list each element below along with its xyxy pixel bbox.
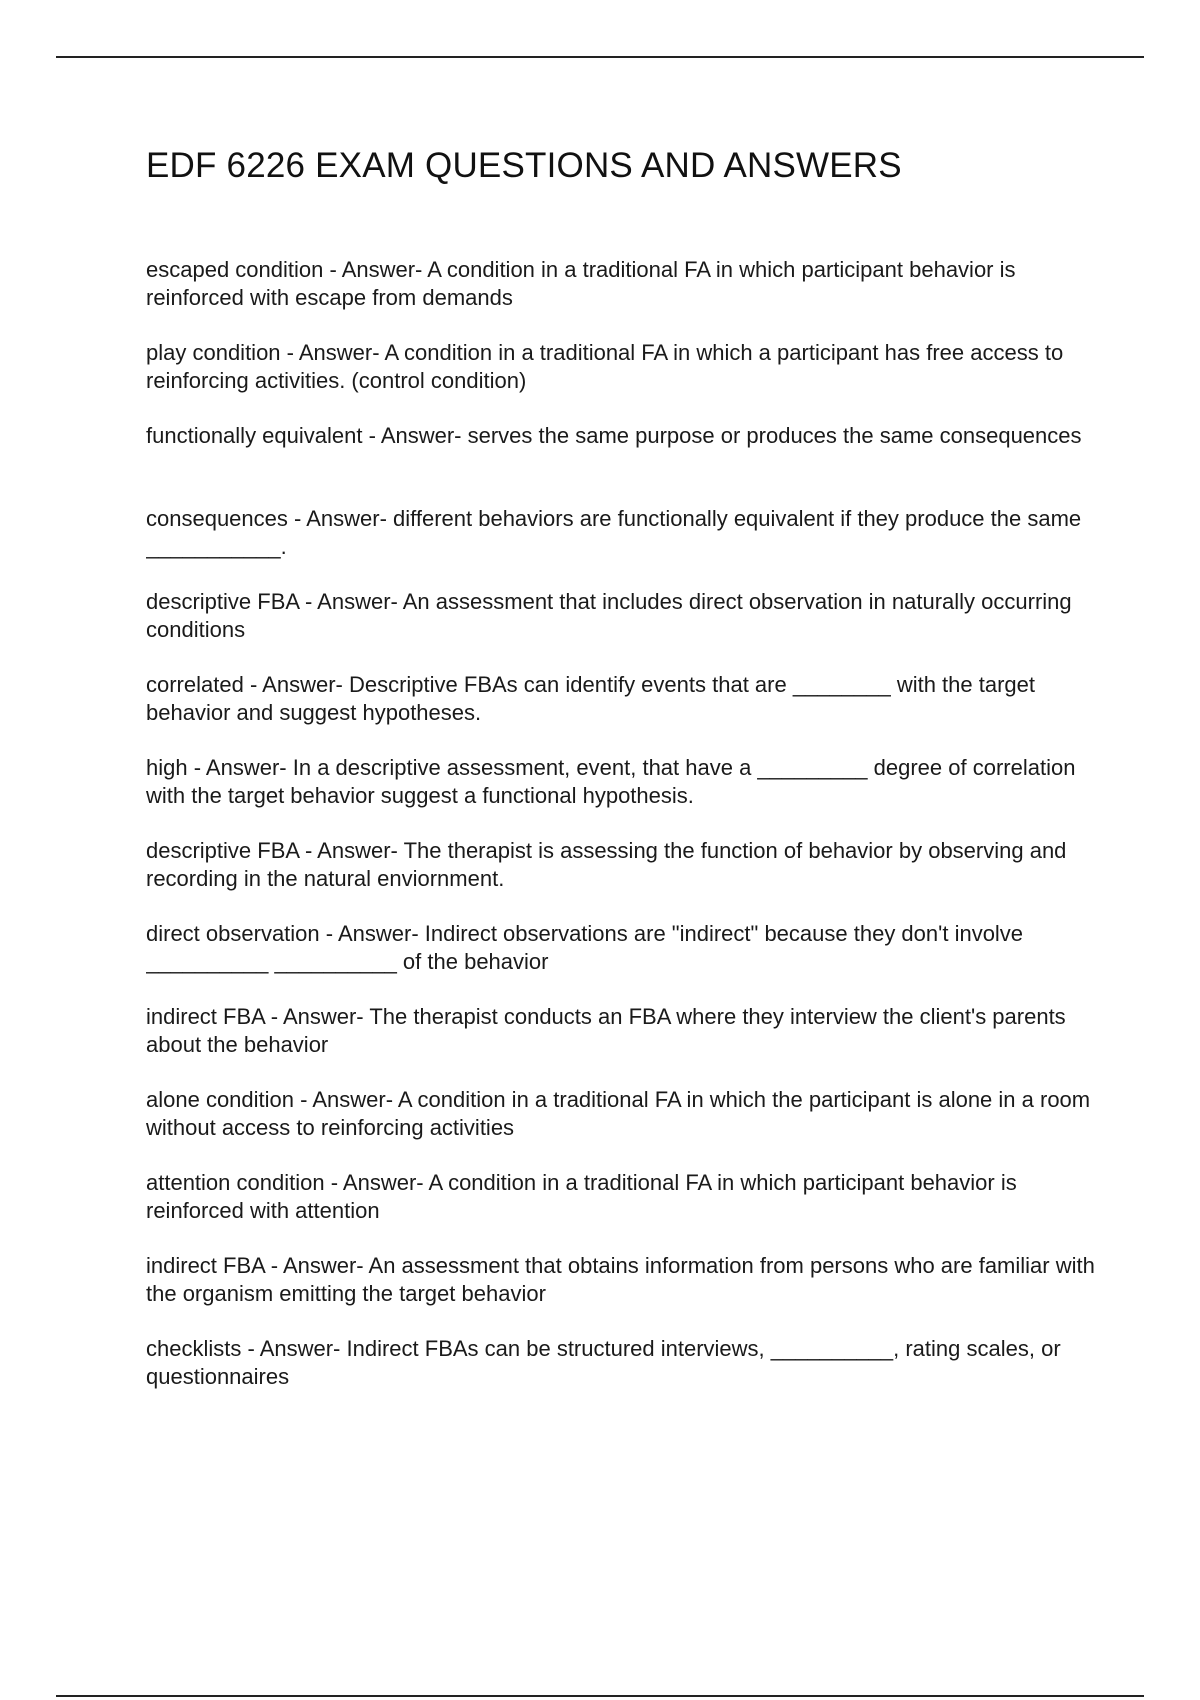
qa-item: descriptive FBA - Answer- An assessment that includes direct observation in naturally occurring conditions bbox=[146, 589, 1072, 642]
qa-item: checklists - Answer- Indirect FBAs can be structured interviews, __________, rating scales, or questionnaires bbox=[146, 1336, 1061, 1389]
qa-item: escaped condition - Answer- A condition in a traditional FA in which participant behavior is reinforced with escape from demands bbox=[146, 257, 1016, 310]
qa-item: correlated - Answer- Descriptive FBAs can identify events that are ________ with the target behavior and suggest hypotheses. bbox=[146, 672, 1036, 725]
qa-item: functionally equivalent - Answer- serves the same purpose or produces the same consequences bbox=[146, 423, 1082, 448]
top-divider bbox=[56, 56, 1144, 58]
qa-item: direct observation - Answer- Indirect observations are "indirect" because they don't involve __________ __________ of the behavior bbox=[146, 921, 1024, 974]
qa-item: high - Answer- In a descriptive assessment, event, that have a _________ degree of correlation with the target behavior suggest a functional hypothesis. bbox=[146, 755, 1076, 808]
qa-list bbox=[146, 256, 1096, 1418]
bottom-divider bbox=[56, 1695, 1144, 1697]
qa-item: attention condition - Answer- A condition in a traditional FA in which participant behavior is reinforced with attention bbox=[146, 1170, 1017, 1223]
document-title: EDF 6226 EXAM QUESTIONS AND ANSWERS bbox=[146, 146, 902, 185]
qa-item: indirect FBA - Answer- The therapist conducts an FBA where they interview the client's parents about the behavior bbox=[146, 1004, 1066, 1057]
qa-item: play condition - Answer- A condition in a traditional FA in which a participant has free access to reinforcing activities. (control condition) bbox=[146, 340, 1064, 393]
qa-item: indirect FBA - Answer- An assessment that obtains information from persons who are familiar with the organism emitting the target behavior bbox=[146, 1253, 1095, 1306]
qa-item: descriptive FBA - Answer- The therapist is assessing the function of behavior by observing and recording in the natural enviornment. bbox=[146, 838, 1067, 891]
qa-item: alone condition - Answer- A condition in a traditional FA in which the participant is alone in a room without access to reinforcing activities bbox=[146, 1087, 1091, 1140]
qa-item: consequences - Answer- different behaviors are functionally equivalent if they produce the same ___________. bbox=[146, 506, 1082, 559]
